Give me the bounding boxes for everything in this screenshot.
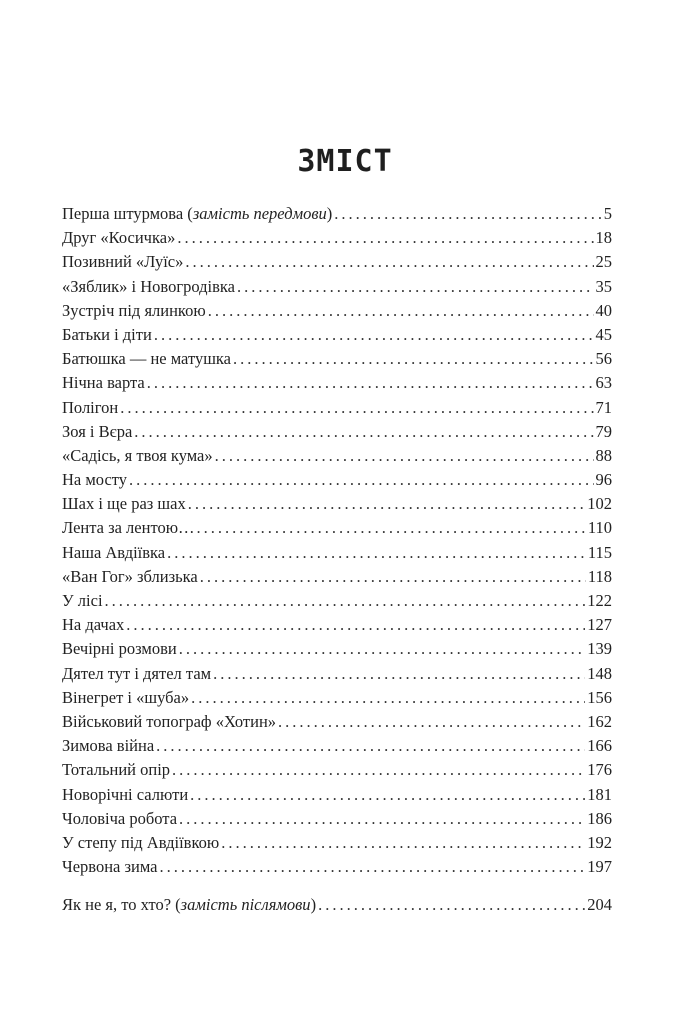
toc-entry-page-number: 88	[595, 445, 612, 465]
toc-entry	[62, 349, 612, 373]
toc-entry-page-number: 79	[595, 421, 612, 441]
toc-entry-page-number: 35	[595, 276, 612, 296]
toc-entry-title-text: Перша штурмова (	[62, 204, 193, 223]
toc-entry-title	[62, 833, 219, 853]
toc-entry-title	[62, 349, 231, 369]
dot-leader	[197, 518, 586, 538]
toc-entry	[62, 712, 612, 736]
toc-entry-title-text: Зимова війна	[62, 736, 155, 756]
toc-entry	[62, 543, 612, 567]
toc-entry-title	[62, 446, 213, 466]
toc-entry-page-number: 166	[587, 736, 612, 756]
toc-entry	[62, 301, 612, 325]
toc-entry	[62, 809, 612, 833]
dot-leader	[233, 349, 594, 369]
toc-entry-title-text: Зоя і Вєра	[62, 421, 133, 441]
toc-entry-title-text: «Садісь, я твоя кума»	[62, 445, 213, 465]
toc-entry-title	[62, 228, 175, 248]
toc-entry-title	[62, 518, 195, 538]
toc-entry	[62, 895, 612, 919]
toc-entry-title	[62, 252, 183, 272]
toc-entry-page-number: 127	[587, 615, 612, 635]
toc-entry-page-number: 71	[595, 397, 612, 417]
dot-leader	[278, 712, 585, 732]
toc-entry	[62, 785, 612, 809]
toc-entry	[62, 277, 612, 301]
toc-entry-title-text: Нічна варта	[62, 373, 145, 393]
dot-leader	[147, 373, 594, 393]
toc-entry	[62, 857, 612, 881]
toc-entry	[62, 567, 612, 591]
toc-entry-title	[62, 712, 276, 732]
toc-entry-title	[62, 591, 103, 611]
toc-entry-page-number: 148	[587, 663, 612, 683]
dot-leader	[156, 736, 585, 756]
dot-leader	[215, 446, 594, 466]
dot-leader	[334, 204, 601, 224]
toc-entry-title-text: Новорічні салюти	[62, 784, 189, 804]
dot-leader	[179, 639, 586, 659]
table-of-contents	[62, 204, 612, 919]
toc-entry-title	[62, 736, 154, 756]
toc-entry-title-text: Наша Авдіївка	[62, 542, 166, 562]
toc-entry-title-text: Лента за лентою…	[62, 518, 195, 538]
toc-entry-title	[62, 494, 186, 514]
toc-entry-title-text: На мосту	[62, 470, 128, 490]
dot-leader	[154, 325, 594, 345]
toc-entry-page-number: 162	[587, 711, 612, 731]
dot-leader	[105, 591, 586, 611]
dot-leader	[179, 809, 585, 829]
toc-entry-page-number: 139	[587, 639, 612, 659]
toc-entry-title	[62, 785, 188, 805]
toc-entry-page-number: 181	[587, 784, 612, 804]
toc-entry	[62, 736, 612, 760]
toc-entry-page-number: 192	[587, 832, 612, 852]
toc-entry-page-number: 115	[587, 542, 612, 562]
toc-entry	[62, 760, 612, 784]
toc-entry-title	[62, 543, 165, 563]
toc-entry-title-text: Батюшка — не матушка	[62, 349, 231, 369]
toc-entry-title-text: На дачах	[62, 615, 125, 635]
toc-entry-title	[62, 895, 316, 915]
dot-leader	[129, 470, 593, 490]
toc-entry-page-number: 176	[587, 760, 612, 780]
toc-entry-title	[62, 277, 235, 297]
toc-entry-title	[62, 688, 189, 708]
toc-entry-title-text: Військовий топограф «Хотин»	[62, 711, 277, 731]
dot-leader	[134, 422, 593, 442]
dot-leader	[208, 301, 594, 321]
toc-entry	[62, 639, 612, 663]
toc-entry	[62, 204, 612, 228]
dot-leader	[190, 785, 585, 805]
toc-entry	[62, 664, 612, 688]
toc-entry-page-number: 110	[587, 518, 612, 538]
dot-leader	[185, 252, 593, 272]
toc-entry-title	[62, 373, 145, 393]
dot-leader	[200, 567, 586, 587]
toc-entry	[62, 325, 612, 349]
toc-entry	[62, 252, 612, 276]
toc-entry-page-number: 96	[595, 470, 612, 490]
toc-entry-title-text: Дятел тут і дятел там	[62, 663, 212, 683]
toc-entry	[62, 591, 612, 615]
toc-entry	[62, 833, 612, 857]
toc-entry-title-text: У степу під Авдіївкою	[62, 832, 220, 852]
toc-entry	[62, 446, 612, 470]
toc-entry-title-text: Друг «Косичка»	[62, 228, 176, 248]
toc-entry-page-number: 197	[587, 857, 612, 877]
toc-entry-page-number: 156	[587, 687, 612, 707]
toc-entry-title	[62, 204, 332, 224]
toc-entry-page-number: 25	[595, 252, 612, 272]
toc-entry	[62, 228, 612, 252]
toc-entry-page-number: 63	[595, 373, 612, 393]
toc-entry-title-text: Батьки і діти	[62, 324, 152, 344]
dot-leader	[120, 398, 593, 418]
toc-entry-title	[62, 615, 124, 635]
toc-entry-title-text: Позивний «Луїс»	[62, 252, 184, 272]
toc-entry	[62, 494, 612, 518]
toc-entry-title	[62, 809, 177, 829]
toc-entry-page-number: 40	[595, 300, 612, 320]
toc-entry-title	[62, 857, 158, 877]
toc-entry	[62, 470, 612, 494]
toc-entry-page-number: 118	[587, 566, 612, 586]
toc-entry	[62, 688, 612, 712]
toc-entry-title-text: Як не я, то хто? (	[62, 895, 181, 915]
toc-entry-title-italic: замість післямови	[180, 895, 311, 915]
toc-entry-title-text: Чоловіча робота	[62, 808, 178, 828]
toc-entry-title	[62, 325, 152, 345]
toc-entry-title-text: Вінегрет і «шуба»	[62, 687, 190, 707]
toc-entry	[62, 518, 612, 542]
toc-entry-title-italic: замість передмови	[192, 204, 327, 223]
dot-leader	[126, 615, 585, 635]
toc-entry-title-text: Червона зима	[62, 857, 158, 877]
dot-leader	[160, 857, 586, 877]
toc-entry	[62, 373, 612, 397]
toc-entry-title-text: Вечірні розмови	[62, 639, 177, 659]
toc-entry-title-text: «Ван Гог» зблизька	[62, 566, 198, 586]
toc-entry-title-text: «Зяблик» і Новогродівка	[62, 276, 236, 296]
toc-entry-title	[62, 664, 211, 684]
dot-leader	[213, 664, 585, 684]
toc-entry-page-number: 5	[603, 204, 612, 223]
toc-entry-page-number: 186	[587, 808, 612, 828]
dot-leader	[167, 543, 586, 563]
page-title: ЗМІСТ	[297, 144, 393, 179]
toc-entry-title	[62, 567, 198, 587]
toc-entry-title-text: Тотальний опір	[62, 760, 171, 780]
dot-leader	[177, 228, 593, 248]
toc-entry-page-number: 18	[595, 228, 612, 248]
toc-entry-page-number: 122	[587, 591, 612, 610]
toc-entry-title	[62, 639, 177, 659]
dot-leader	[191, 688, 585, 708]
toc-entry-title	[62, 422, 132, 442]
toc-entry	[62, 398, 612, 422]
dot-leader	[318, 895, 585, 915]
toc-entry-title-suffix: )	[326, 204, 333, 223]
toc-entry-title-text: Шах і ще раз шах	[62, 494, 186, 514]
toc-entry-page-number: 204	[587, 895, 612, 915]
toc-entry-page-number: 56	[595, 349, 612, 369]
dot-leader	[188, 494, 586, 514]
dot-leader	[237, 277, 593, 297]
toc-entry-page-number: 45	[595, 324, 612, 344]
dot-leader	[221, 833, 585, 853]
toc-entry	[62, 422, 612, 446]
toc-entry-title-text: У лісі	[62, 591, 103, 610]
toc-entry-title	[62, 398, 118, 418]
toc-entry-title-text: Полігон	[62, 397, 119, 417]
dot-leader	[172, 760, 585, 780]
toc-entry-page-number: 102	[587, 494, 612, 514]
toc-entry-title	[62, 301, 206, 321]
toc-entry-title	[62, 470, 127, 490]
toc-entry-title-text: Зустріч під ялинкою	[62, 300, 206, 320]
toc-entry-title	[62, 760, 170, 780]
toc-entry	[62, 615, 612, 639]
toc-entry-title-suffix: )	[310, 895, 317, 915]
